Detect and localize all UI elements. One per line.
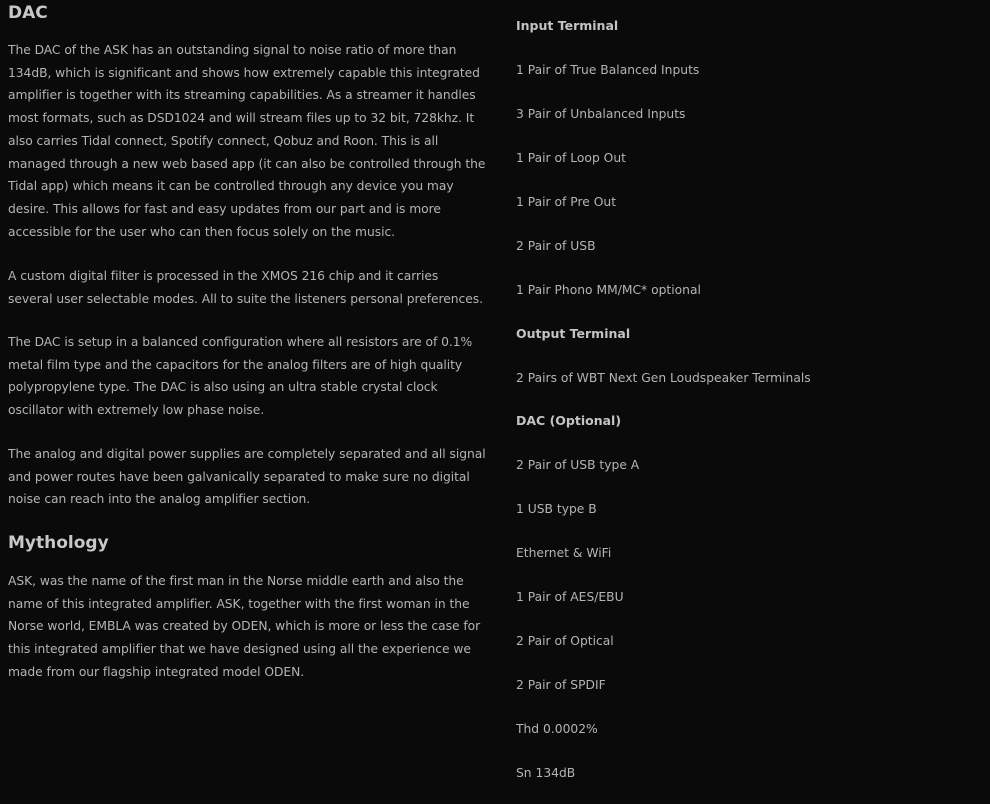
spec-item: 2 Pair of USB type A <box>516 458 640 472</box>
spec-item: 2 Pair of SPDIF <box>516 678 606 692</box>
spec-item: 2 Pair of USB <box>516 239 596 253</box>
dac-optional-heading: DAC (Optional) <box>516 413 622 428</box>
mythology-heading: Mythology <box>8 533 109 553</box>
spec-item: 1 Pair Phono MM/MC* optional <box>516 283 701 297</box>
spec-item: 1 Pair of AES/EBU <box>516 590 624 604</box>
dac-paragraph-2: A custom digital filter is processed in the XMOS 216 chip and it carries several user selectable modes. All to suite the listeners personal preferences. <box>8 269 483 306</box>
dac-paragraph-1: The DAC of the ASK has an outstanding signal to noise ratio of more than 134dB, which is significant and shows how extremely capable this integrated amplifier is together with its streaming capabilities. As a streamer it handles most formats, such as DSD1024 and will stream files up to 32 bit, 728khz. It also carries Tidal connect, Spotify connect, Qobuz and Roon. This is all managed through a new web based app (it can also be controlled through the Tidal app) which means it can be controlled through any device you may desire. This allows for fast and easy updates from our part and is more accessible for the user who can then focus solely on the music. <box>8 43 486 239</box>
input-terminal-heading: Input Terminal <box>516 18 619 33</box>
dac-paragraph-4: The analog and digital power supplies are completely separated and all signal and power routes have been galvanically separated to make sure no digital noise can reach into the analog amplifier section. <box>8 447 486 507</box>
spec-item: 2 Pairs of WBT Next Gen Loudspeaker Terminals <box>516 371 811 385</box>
spec-item: Thd 0.0002% <box>516 722 598 736</box>
spec-item: 1 USB type B <box>516 502 597 516</box>
mythology-paragraph: ASK, was the name of the first man in the Norse middle earth and also the name of this integrated amplifier. ASK, together with the first woman in the Norse world, EMBLA was created by ODEN, which is more or less the case for this integrated amplifier that we have designed using all the experience we made from our flagship integrated model ODEN. <box>8 574 481 679</box>
spec-item: 1 Pair of Pre Out <box>516 195 617 209</box>
dac-heading: DAC <box>8 3 48 23</box>
output-terminal-heading: Output Terminal <box>516 326 631 341</box>
spec-item: 1 Pair of True Balanced Inputs <box>516 63 700 77</box>
spec-item: 2 Pair of Optical <box>516 634 614 648</box>
spec-item: Sn 134dB <box>516 766 576 780</box>
spec-item: Ethernet & WiFi <box>516 546 612 560</box>
spec-item: 1 Pair of Loop Out <box>516 151 626 165</box>
dac-paragraph-3: The DAC is setup in a balanced configuration where all resistors are of 0.1% metal film type and the capacitors for the analog filters are of high quality polypropylene type. The DAC is also using an ultra stable crystal clock oscillator with extremely low phase noise. <box>8 335 473 418</box>
spec-item: 3 Pair of Unbalanced Inputs <box>516 107 686 121</box>
